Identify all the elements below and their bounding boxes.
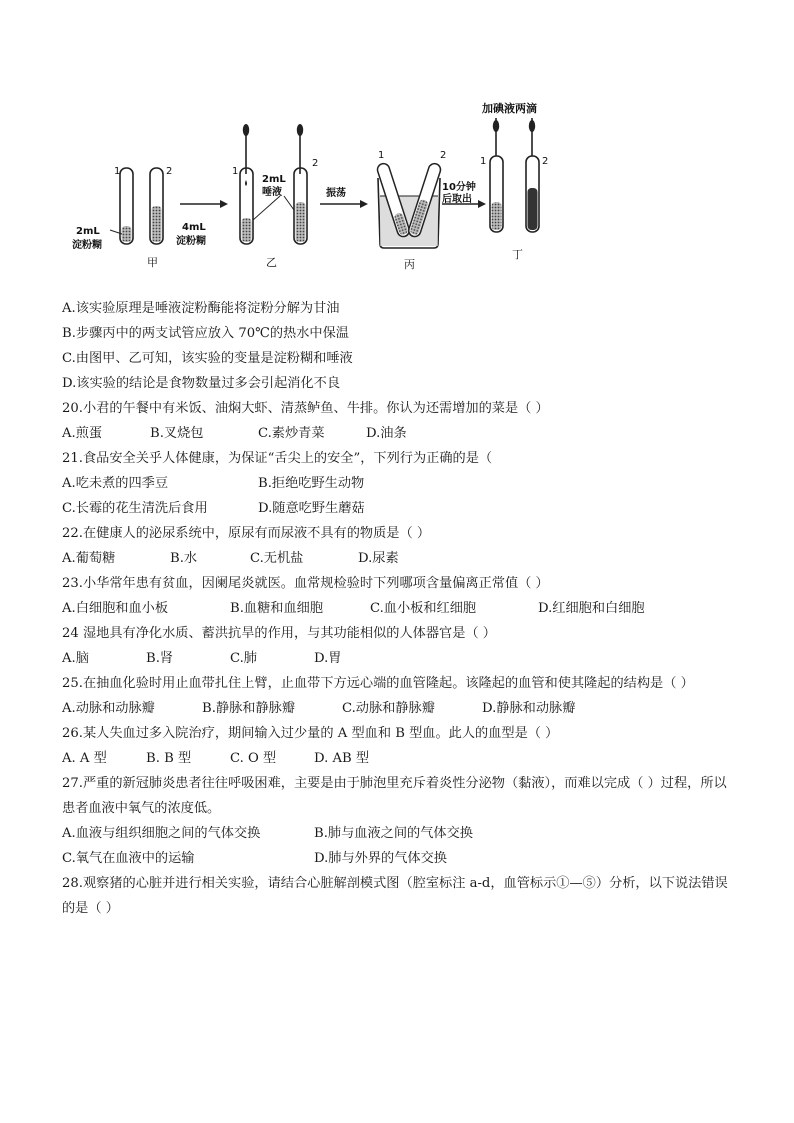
q27-options	[62, 821, 738, 846]
q21-stem: 21.食品安全关乎人体健康，为保证“舌尖上的安全”，下列行为正确的是（	[62, 451, 493, 466]
starch-label: 淀粉糊	[72, 240, 102, 251]
option-d: D.胃	[314, 651, 342, 666]
option-b: B.叉烧包	[150, 426, 204, 441]
tube-number: 2	[542, 156, 549, 167]
step-label-ding: 丁	[512, 248, 523, 261]
option-b: B.肾	[146, 651, 174, 666]
option-c: C.氧气在血液中的运输	[62, 851, 195, 866]
option-a: A. A 型	[62, 751, 107, 766]
step-label-bing: 丙	[404, 258, 415, 271]
iodine-label: 加碘液两滴	[482, 102, 537, 115]
option-d: D.随意吃野生蘑菇	[258, 501, 365, 516]
q25-options	[62, 696, 738, 721]
option-b: B.肺与血液之间的气体交换	[314, 826, 473, 841]
option-c: C.素炒青菜	[258, 426, 325, 441]
q26-stem: 26.某人失血过多入院治疗，期间输入过少量的 A 型血和 B 型血。此人的血型是（ ）	[62, 726, 559, 741]
saliva-label: 唾液	[262, 187, 282, 198]
option-c: C.动脉和静脉瓣	[342, 701, 435, 716]
option-b: B.静脉和静脉瓣	[202, 701, 296, 716]
option-b: B.水	[170, 551, 198, 566]
option-d: D.肺与外界的气体交换	[314, 851, 447, 866]
arrow-add	[176, 200, 228, 247]
tube-group-jia	[72, 166, 172, 269]
saliva-volume-label: 2mL	[262, 174, 286, 185]
q22-stem: 22.在健康人的泌尿系统中，原尿有而尿液不具有的物质是（ ）	[62, 526, 431, 541]
option-d: D.红细胞和白细胞	[538, 601, 645, 616]
arrow-shake	[320, 186, 368, 208]
q28-stem: 28.观察猪的心脏并进行相关实验，请结合心脏解剖模式图（腔室标注 a-d，血管标示①—⑤）分析，以下说法错误的是（ ）	[62, 876, 728, 916]
tube-group-ding	[480, 101, 548, 261]
option-c: C.血小板和红细胞	[370, 601, 477, 616]
time-label: 10分钟	[442, 182, 476, 193]
option-a: A.脑	[62, 651, 89, 666]
q21-options-2	[62, 496, 738, 521]
option-c: C.肺	[230, 651, 257, 666]
option-b: B.拒绝吃野生动物	[258, 476, 365, 491]
option-d: D.尿素	[358, 551, 399, 566]
tube-number: 1	[232, 166, 239, 177]
q20-stem: 20.小君的午餐中有米饭、油焖大虾、清蒸鲈鱼、牛排。你认为还需增加的菜是（ ）	[62, 401, 549, 416]
arrow-wait	[442, 180, 486, 208]
tube-number: 1	[480, 156, 487, 167]
q20-options	[62, 421, 738, 446]
question-content	[62, 296, 738, 921]
experiment-diagram	[62, 92, 558, 288]
tube-number: 2	[166, 166, 173, 177]
tube-number: 1	[378, 150, 385, 161]
q24-stem: 24 湿地具有净化水质、蓄洪抗旱的作用，与其功能相似的人体器官是（ ）	[62, 626, 496, 641]
option-c: C. O 型	[230, 751, 277, 766]
tube-number: 2	[440, 150, 447, 161]
q22-options	[62, 546, 738, 571]
option-b: B.血糖和血细胞	[230, 601, 324, 616]
q19-option-c: C.由图甲、乙可知，该实验的变量是淀粉糊和唾液	[62, 351, 353, 366]
option-a: A.葡萄糖	[62, 551, 116, 566]
option-a: A.煎蛋	[62, 426, 103, 441]
option-c: C.无机盐	[250, 551, 304, 566]
option-a: A.血液与组织细胞之间的气体交换	[62, 826, 261, 841]
option-d: D.油条	[366, 426, 407, 441]
q27-options-2	[62, 846, 738, 871]
option-d: D. AB 型	[314, 751, 370, 766]
q25-stem: 25.在抽血化验时用止血带扎住上臂，止血带下方远心端的血管隆起。该隆起的血管和使其隆起的结构是（ ）	[62, 676, 694, 691]
starch-volume-label: 2mL	[76, 226, 100, 237]
q19-option-b: B.步骤丙中的两支试管应放入 70℃的热水中保温	[62, 326, 349, 341]
option-a: A.吃未煮的四季豆	[62, 476, 169, 491]
tube-group-yi	[232, 124, 318, 269]
q23-stem: 23.小华常年患有贫血，因阑尾炎就医。血常规检验时下列哪项含量偏离正常值（ ）	[62, 576, 549, 591]
option-a: A.动脉和动脉瓣	[62, 701, 155, 716]
q27-stem: 27.严重的新冠肺炎患者往往呼吸困难，主要是由于肺泡里充斥着炎性分泌物（黏液），而难以完成（ ）过程，所以患者血液中氧气的浓度低。	[62, 776, 727, 816]
step-label-jia: 甲	[147, 256, 158, 269]
experiment-figure	[62, 92, 558, 288]
add-starch-label: 淀粉糊	[176, 236, 206, 247]
q23-options	[62, 596, 738, 621]
q21-options	[62, 471, 738, 496]
option-b: B. B 型	[146, 751, 192, 766]
option-c: C.长霉的花生清洗后食用	[62, 501, 208, 516]
q19-option-a: A.该实验原理是唾液淀粉酶能将淀粉分解为甘油	[62, 301, 340, 316]
q26-options	[62, 746, 738, 771]
tube-number: 1	[114, 166, 121, 177]
option-a: A.白细胞和血小板	[62, 601, 169, 616]
tube-number: 2	[312, 158, 319, 169]
beaker-group-bing	[376, 150, 446, 271]
time-label-b: 后取出	[442, 194, 472, 205]
step-label-yi: 乙	[266, 256, 277, 269]
shake-label: 振荡	[326, 188, 346, 199]
q24-options	[62, 646, 738, 671]
q19-option-d: D.该实验的结论是食物数量过多会引起消化不良	[62, 376, 341, 391]
option-d: D.静脉和动脉瓣	[482, 701, 576, 716]
add-volume-label: 4mL	[182, 222, 206, 233]
